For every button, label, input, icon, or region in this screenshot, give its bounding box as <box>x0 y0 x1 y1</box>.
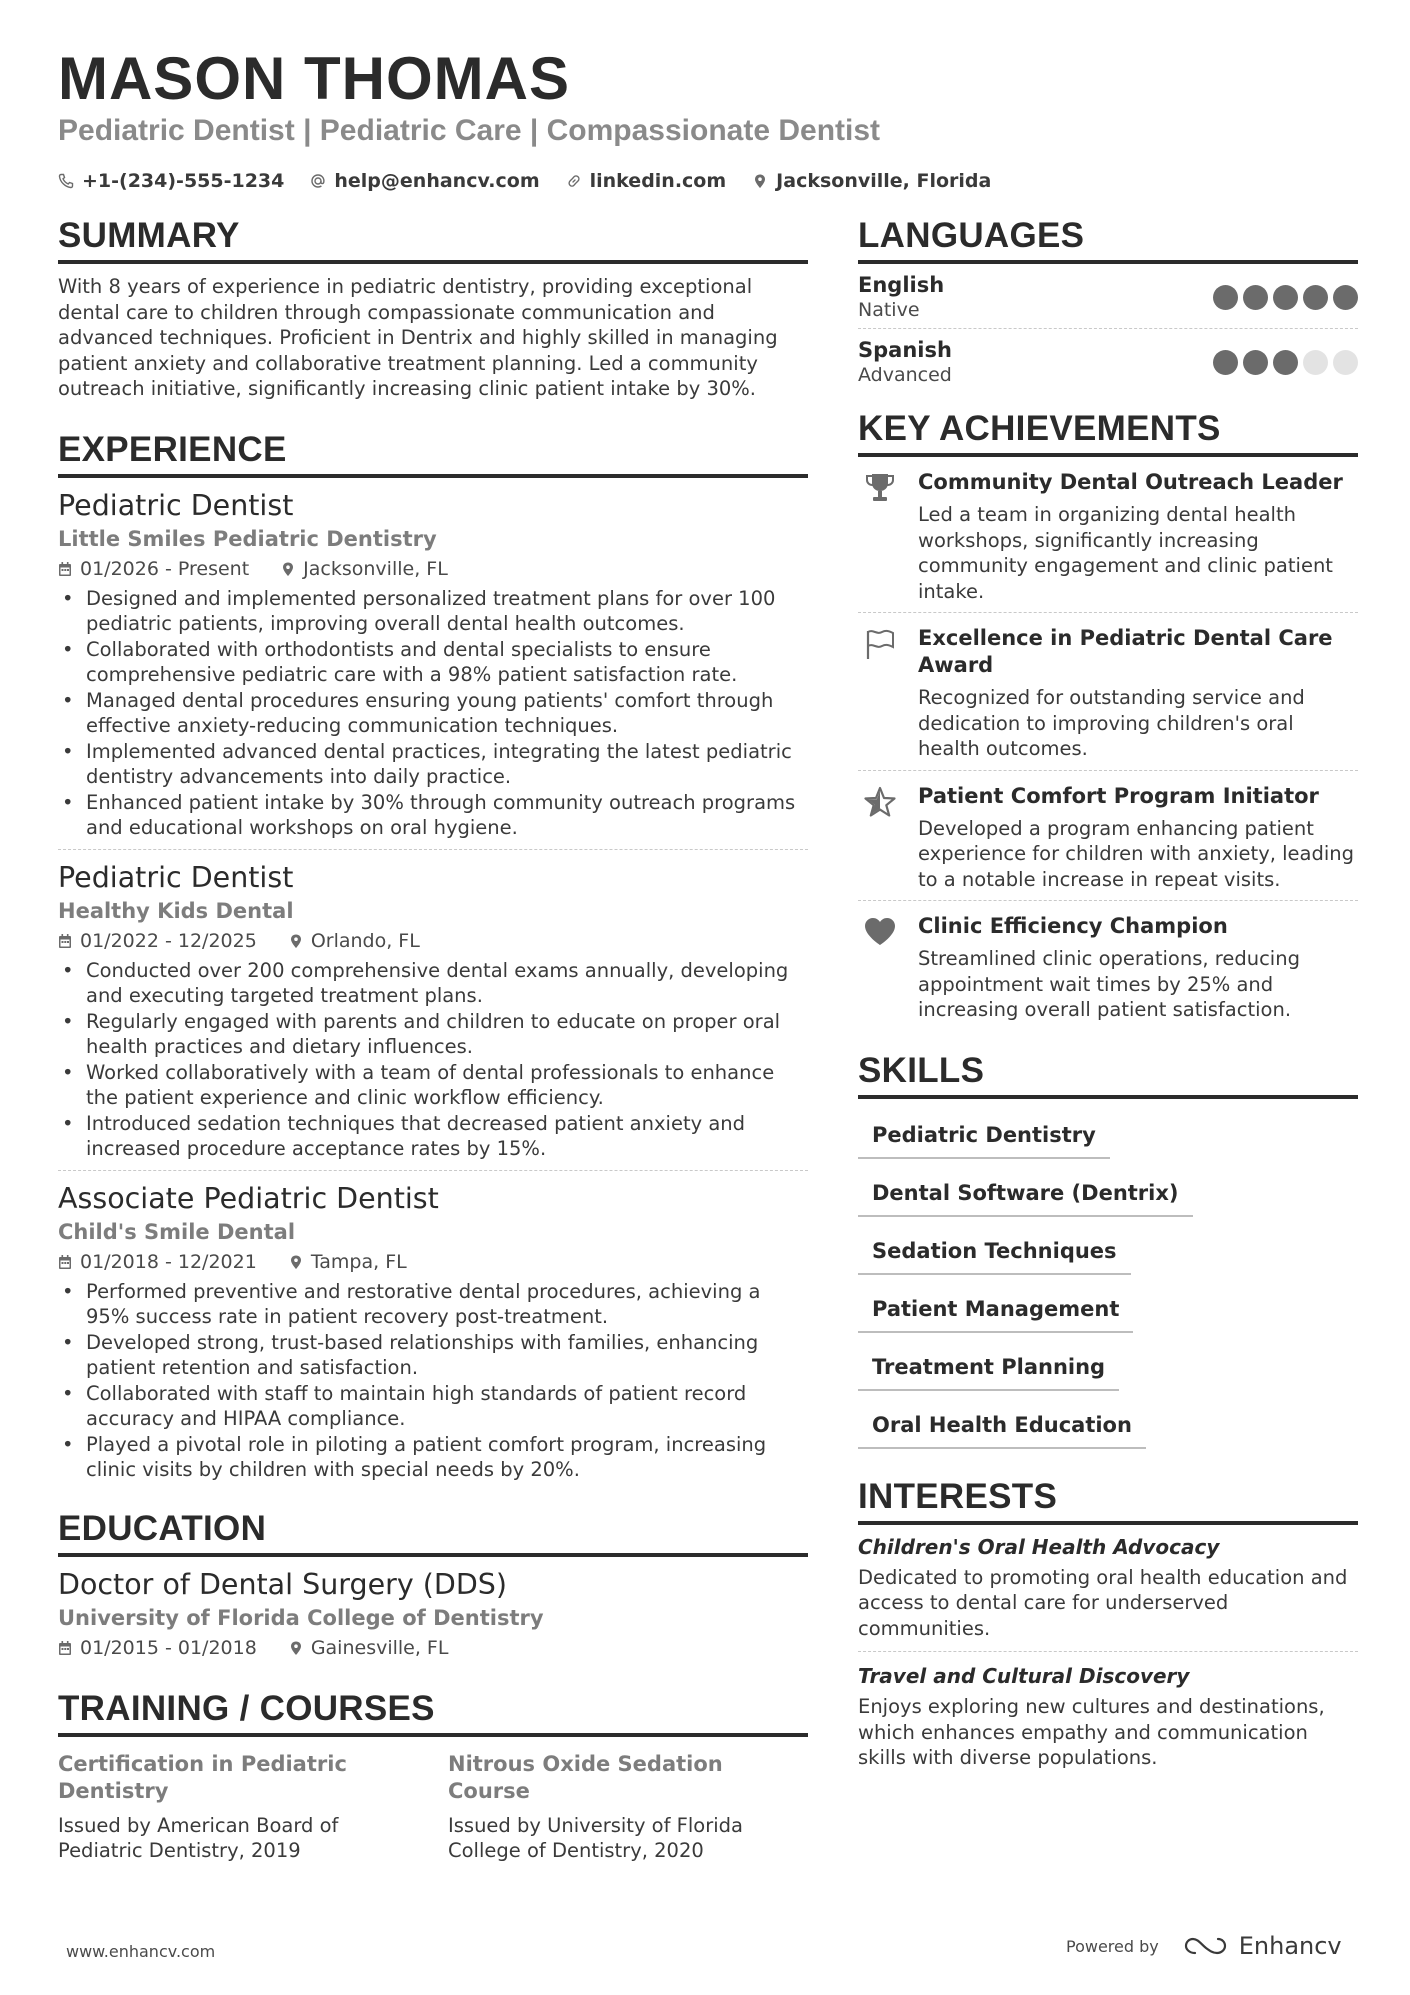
job-bullet: • Enhanced patient intake by 30% through community outreach programs and educational workshops on oral hygiene. <box>58 790 808 841</box>
training-item <box>58 1751 418 1864</box>
skills-heading: SKILLS <box>858 1051 1358 1099</box>
achievement-desc: Developed a program enhancing patient experience for children with anxiety, leading to a notable increase in repeat visits. <box>918 816 1355 891</box>
location-icon <box>281 561 295 577</box>
rating-dot-empty <box>1333 350 1358 375</box>
job-bullet: • Collaborated with staff to maintain high standards of patient record accuracy and HIPAA compliance. <box>58 1381 808 1432</box>
contact-location <box>752 170 991 192</box>
entry-divider <box>58 1170 808 1171</box>
skill-tag: Sedation Techniques <box>858 1225 1131 1275</box>
job-company: Healthy Kids Dental <box>58 898 294 923</box>
location-icon <box>289 1640 303 1656</box>
degree-title: Doctor of Dental Surgery (DDS) <box>58 1567 507 1601</box>
calendar-icon <box>58 1254 72 1270</box>
job-bullet: • Collaborated with orthodontists and dental specialists to ensure comprehensive pediatric care with a 98% patient satisfaction rate. <box>58 637 808 688</box>
achievement-item <box>858 771 1358 902</box>
job-title: Pediatric Dentist <box>58 488 294 522</box>
footer-branding <box>1066 1932 1342 1960</box>
job-title: Associate Pediatric Dentist <box>58 1181 439 1215</box>
interest-item <box>858 1525 1358 1653</box>
job-location: Tampa, FL <box>310 1250 407 1273</box>
skill-tag: Treatment Planning <box>858 1341 1119 1391</box>
experience-entry <box>58 860 808 1171</box>
rating-dot-filled <box>1273 285 1298 310</box>
job-company: Child's Smile Dental <box>58 1219 296 1244</box>
at-icon <box>310 173 326 189</box>
interests-heading: INTERESTS <box>858 1477 1358 1525</box>
achievement-item <box>858 613 1358 771</box>
rating-dot-filled <box>1213 350 1238 375</box>
calendar-icon <box>58 933 72 949</box>
achievement-title: Community Dental Outreach Leader <box>918 470 1343 494</box>
rating-dot-filled <box>1303 285 1328 310</box>
brand-name: Enhancv <box>1238 1932 1342 1960</box>
achievement-desc: Recognized for outstanding service and dedication to improving children's oral health outcomes. <box>918 686 1305 760</box>
contact-phone[interactable] <box>58 170 284 192</box>
experience-entry <box>58 488 808 850</box>
candidate-title: Pediatric Dentist | Pediatric Care | Compassionate Dentist <box>58 114 881 147</box>
job-bullet: • Managed dental procedures ensuring young patients' comfort through effective anxiety-reducing communication techniques. <box>58 688 808 739</box>
school-name: University of Florida College of Dentistry <box>58 1605 544 1630</box>
rating-dot-filled <box>1333 285 1358 310</box>
training-name: Nitrous Oxide Sedation Course <box>448 1751 723 1803</box>
location-icon <box>289 933 303 949</box>
calendar-icon <box>58 561 72 577</box>
training-name: Certification in Pediatric Dentistry <box>58 1751 347 1803</box>
job-dates: 01/2018 - 12/2021 <box>80 1250 257 1273</box>
experience-heading: EXPERIENCE <box>58 430 808 478</box>
skills-list <box>858 1109 1358 1457</box>
heart-icon <box>863 915 897 949</box>
calendar-icon <box>58 1640 72 1656</box>
interest-desc: Dedicated to promoting oral health education and access to dental care for underserved communities. <box>858 1565 1348 1640</box>
job-meta <box>58 554 808 584</box>
training-desc: Issued by University of Florida College of Dentistry, 2020 <box>448 1813 744 1862</box>
powered-by-label: Powered by <box>1066 1936 1159 1956</box>
language-item <box>858 329 1358 393</box>
job-bullet: • Implemented advanced dental practices, integrating the latest pediatric dentistry advancements into daily practice. <box>58 739 808 790</box>
contact-linkedin[interactable] <box>566 170 727 192</box>
achievement-item <box>858 901 1358 1031</box>
achievement-title: Patient Comfort Program Initiator <box>918 783 1319 808</box>
brand-logo[interactable] <box>1183 1932 1342 1960</box>
job-bullet: • Conducted over 200 comprehensive dental exams annually, developing and executing targeted treatment plans. <box>58 958 808 1009</box>
rating-dot-filled <box>1273 350 1298 375</box>
contact-email-text: help@enhancv.com <box>334 170 540 192</box>
contact-location-text: Jacksonville, Florida <box>776 170 992 192</box>
contact-phone-text: +1-(234)-555-1234 <box>82 170 285 192</box>
job-bullet: • Developed strong, trust-based relationships with families, enhancing patient retention and satisfaction. <box>58 1330 808 1381</box>
skill-tag: Pediatric Dentistry <box>858 1109 1110 1159</box>
contact-bar <box>58 170 991 192</box>
language-item <box>858 264 1358 329</box>
achievements-heading: KEY ACHIEVEMENTS <box>858 409 1358 457</box>
education-location: Gainesville, FL <box>310 1636 449 1659</box>
language-level: Native <box>858 299 920 321</box>
interest-item <box>858 1652 1358 1781</box>
rating-dot-filled <box>1243 350 1268 375</box>
education-dates: 01/2015 - 01/2018 <box>80 1636 257 1659</box>
contact-email[interactable] <box>310 170 539 192</box>
training-desc: Issued by American Board of Pediatric Dentistry, 2019 <box>58 1813 339 1862</box>
rating-dot-filled <box>1243 285 1268 310</box>
language-level: Advanced <box>858 364 952 386</box>
location-icon <box>752 173 768 189</box>
language-name: English <box>858 273 945 297</box>
achievement-title: Clinic Efficiency Champion <box>918 914 1228 938</box>
training-heading: TRAINING / COURSES <box>58 1689 808 1737</box>
language-rating <box>1213 350 1358 375</box>
skill-tag: Patient Management <box>858 1283 1133 1333</box>
job-bullets <box>58 586 808 841</box>
achievement-title: Excellence in Pediatric Dental Care Award <box>918 626 1333 677</box>
job-meta <box>58 1247 808 1277</box>
trophy-icon <box>863 471 897 505</box>
footer-website[interactable]: www.enhancv.com <box>66 1942 216 1961</box>
job-bullets <box>58 1279 808 1483</box>
interest-desc: Enjoys exploring new cultures and destinations, which enhances empathy and communication skills with diverse populations. <box>858 1695 1325 1769</box>
enhancv-logo-icon <box>1183 1935 1229 1957</box>
left-column <box>58 216 808 1864</box>
achievement-desc: Streamlined clinic operations, reducing appointment wait times by 25% and increasing overall patient satisfaction. <box>918 947 1300 1021</box>
interest-title: Travel and Cultural Discovery <box>858 1664 1190 1688</box>
skill-tag: Oral Health Education <box>858 1399 1146 1449</box>
candidate-name: MASON THOMAS <box>58 45 570 112</box>
job-dates: 01/2022 - 12/2025 <box>80 929 257 952</box>
phone-icon <box>58 173 74 189</box>
job-location: Orlando, FL <box>310 929 420 952</box>
languages-heading: LANGUAGES <box>858 216 1358 264</box>
interest-title: Children's Oral Health Advocacy <box>858 1534 1220 1559</box>
job-bullets <box>58 958 808 1162</box>
achievement-item <box>858 457 1358 613</box>
right-column <box>858 216 1358 1781</box>
skill-tag: Dental Software (Dentrix) <box>858 1167 1193 1217</box>
job-bullet: • Performed preventive and restorative dental procedures, achieving a 95% success rate in patient recovery post-treatment. <box>58 1279 808 1330</box>
job-bullet: • Regularly engaged with parents and children to educate on proper oral health practices and dietary influences. <box>58 1009 808 1060</box>
education-meta <box>58 1633 808 1663</box>
job-bullet: • Introduced sedation techniques that decreased patient anxiety and increased procedure acceptance rates by 15%. <box>58 1111 808 1162</box>
location-icon <box>289 1254 303 1270</box>
job-location: Jacksonville, FL <box>303 557 448 580</box>
training-item <box>448 1751 808 1864</box>
star-icon <box>863 785 897 819</box>
experience-entry <box>58 1181 808 1483</box>
job-meta <box>58 926 808 956</box>
education-entry <box>58 1567 808 1663</box>
language-name: Spanish <box>858 338 952 362</box>
rating-dot-empty <box>1303 350 1328 375</box>
achievement-desc: Led a team in organizing dental health workshops, significantly increasing community engagement and clinic patient intake. <box>918 503 1333 603</box>
summary-text: With 8 years of experience in pediatric dentistry, providing exceptional dental care to children through compassionate communication and advanced techniques. Proficient in Dentrix and highly skilled in managing patient anxiety and collaborative treatment planning. Led a community outreach initiative, significantly increasing clinic patient intake by 30%. <box>58 275 778 400</box>
link-icon <box>566 173 582 189</box>
job-bullet: • Worked collaboratively with a team of dental professionals to enhance the patient experience and clinic workflow efficiency. <box>58 1060 808 1111</box>
rating-dot-filled <box>1213 285 1238 310</box>
summary-heading: SUMMARY <box>58 216 808 264</box>
job-bullet: • Designed and implemented personalized treatment plans for over 100 pediatric patients, improving overall dental health outcomes. <box>58 586 808 637</box>
job-company: Little Smiles Pediatric Dentistry <box>58 526 437 551</box>
job-dates: 01/2026 - Present <box>80 557 250 580</box>
language-rating <box>1213 285 1358 310</box>
entry-divider <box>58 849 808 850</box>
flag-icon <box>863 627 897 661</box>
training-list <box>58 1751 808 1864</box>
job-bullet: • Played a pivotal role in piloting a patient comfort program, increasing clinic visits by children with special needs by 20%. <box>58 1432 808 1483</box>
education-heading: EDUCATION <box>58 1509 808 1557</box>
contact-linkedin-text: linkedin.com <box>589 170 727 192</box>
job-title: Pediatric Dentist <box>58 860 294 894</box>
